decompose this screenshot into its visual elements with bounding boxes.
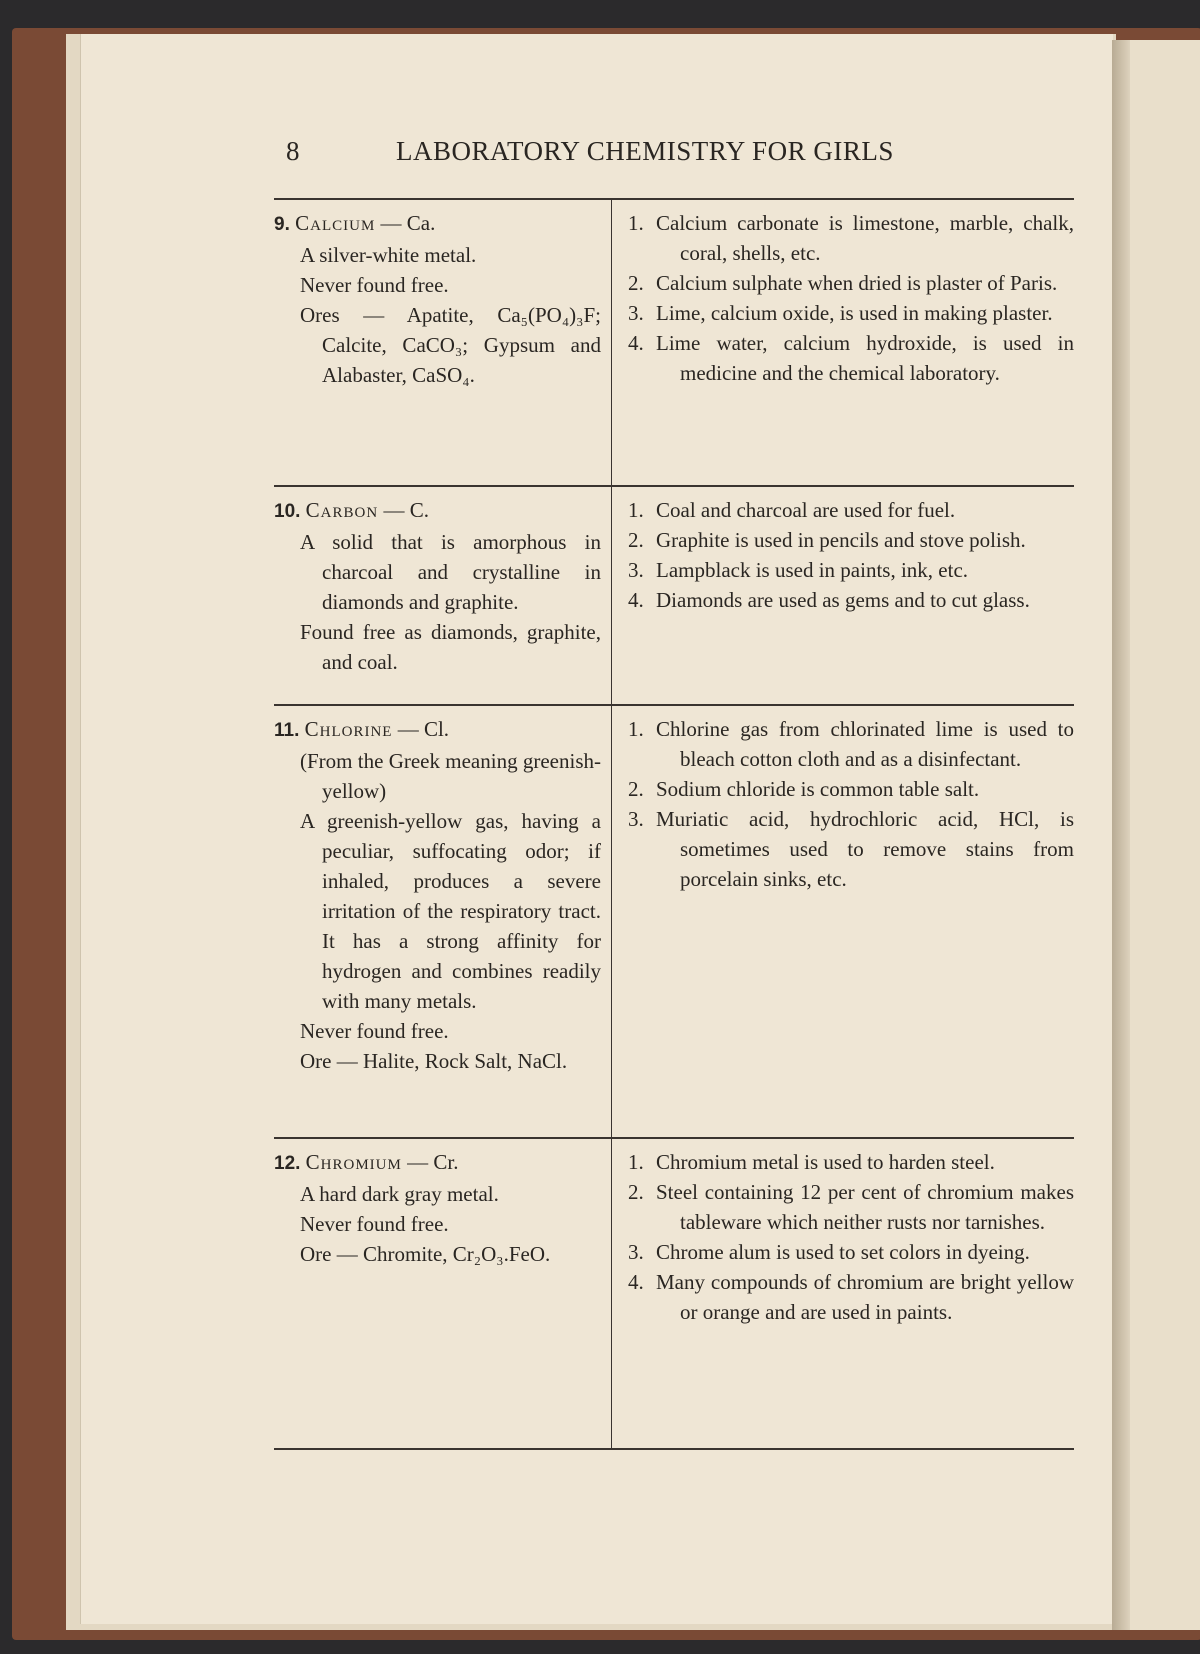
- use-number: 2.: [628, 777, 644, 801]
- use-number: 2.: [628, 1180, 644, 1204]
- use-text: Lime, calcium oxide, is used in making plaster.: [656, 301, 1053, 325]
- description-line: A solid that is amorphous in charcoal and crystalline in diamonds and graphite.: [300, 530, 601, 614]
- use-item: [628, 1177, 1074, 1237]
- use-number: 3.: [628, 807, 644, 831]
- element-description: [274, 706, 612, 1137]
- description-line: Ore — Chromite, Cr₂O₃.FeO.: [300, 1242, 551, 1266]
- element-number: 12.: [274, 1153, 301, 1174]
- use-number: 2.: [628, 271, 644, 295]
- element-description: [274, 487, 612, 704]
- description-line: Found free as diamonds, graphite, and coal.: [300, 620, 601, 674]
- use-number: 1.: [628, 717, 644, 741]
- element-heading: [274, 714, 601, 746]
- use-item: [628, 1267, 1074, 1327]
- use-item: [628, 298, 1074, 328]
- element-uses: [612, 706, 1074, 1137]
- element-uses: [612, 200, 1074, 485]
- use-text: Chlorine gas from chlorinated lime is used to bleach cotton cloth and as a disinfectant.: [656, 717, 1074, 771]
- element-row: [274, 704, 1074, 1137]
- use-text: Chromium metal is used to harden steel.: [656, 1150, 995, 1174]
- use-number: 3.: [628, 1240, 644, 1264]
- use-text: Calcium carbonate is limestone, marble, chalk, coral, shells, etc.: [656, 211, 1074, 265]
- elements-table: [274, 198, 1074, 1450]
- use-item: [628, 1237, 1074, 1267]
- description-line: Never found free.: [300, 273, 449, 297]
- description-line: A hard dark gray metal.: [300, 1182, 499, 1206]
- use-text: Chrome alum is used to set colors in dyeing.: [656, 1240, 1030, 1264]
- element-row: [274, 485, 1074, 704]
- element-uses: [612, 487, 1074, 704]
- element-name: Carbon: [305, 498, 379, 522]
- element-symbol: — Cl.: [397, 717, 450, 741]
- use-item: [628, 495, 1074, 525]
- use-item: [628, 268, 1074, 298]
- use-number: 3.: [628, 558, 644, 582]
- use-item: [628, 555, 1074, 585]
- element-name: Chromium: [305, 1150, 402, 1174]
- use-item: [628, 804, 1074, 894]
- element-description: [274, 200, 612, 485]
- element-symbol: — C.: [383, 498, 429, 522]
- use-item: [628, 714, 1074, 774]
- use-number: 4.: [628, 1270, 644, 1294]
- use-number: 4.: [628, 331, 644, 355]
- use-text: Steel containing 12 per cent of chromium makes tableware which neither rusts nor tarnishes.: [656, 1180, 1074, 1234]
- element-row: [274, 198, 1074, 485]
- use-number: 3.: [628, 301, 644, 325]
- use-item: [628, 585, 1074, 615]
- description-line: Never found free.: [300, 1019, 449, 1043]
- use-text: Diamonds are used as gems and to cut glass.: [656, 588, 1030, 612]
- element-description: [274, 1139, 612, 1448]
- use-number: 4.: [628, 588, 644, 612]
- description-line: (From the Greek meaning greenish-yellow): [300, 749, 601, 803]
- page-number: 8: [286, 136, 300, 166]
- use-item: [628, 525, 1074, 555]
- use-text: Graphite is used in pencils and stove polish.: [656, 528, 1026, 552]
- element-symbol: — Ca.: [380, 211, 436, 235]
- description-line: Ore — Halite, Rock Salt, NaCl.: [300, 1049, 568, 1073]
- element-symbol: — Cr.: [407, 1150, 459, 1174]
- use-item: [628, 328, 1074, 388]
- description-line: Ores — Apatite, Ca₅(PO₄)₃F; Calcite, CaCO₃; Gypsum and Alabaster, CaSO₄.: [300, 303, 601, 387]
- element-heading: [274, 495, 601, 527]
- use-text: Lime water, calcium hydroxide, is used in medicine and the chemical laboratory.: [656, 331, 1074, 385]
- element-uses: [612, 1139, 1074, 1448]
- use-number: 1.: [628, 498, 644, 522]
- use-item: [628, 208, 1074, 268]
- use-item: [628, 1147, 1074, 1177]
- use-text: Many compounds of chromium are bright yellow or orange and are used in paints.: [656, 1270, 1074, 1324]
- element-heading: [274, 208, 601, 240]
- use-number: 1.: [628, 211, 644, 235]
- element-number: 11.: [274, 720, 300, 741]
- use-number: 1.: [628, 1150, 644, 1174]
- book-gutter: [1112, 40, 1130, 1630]
- use-text: Muriatic acid, hydrochloric acid, HCl, is sometimes used to remove stains from porcelain sinks, etc.: [656, 807, 1074, 891]
- description-line: A greenish-yellow gas, having a peculiar, suffocating odor; if inhaled, produces a severe irritation of the respiratory tract. It has a strong affinity for hydrogen and combines readily with many metals.: [300, 809, 601, 1013]
- description-line: Never found free.: [300, 1212, 449, 1236]
- element-name: Calcium: [295, 211, 376, 235]
- element-number: 10.: [274, 501, 301, 522]
- element-name: Chlorine: [304, 717, 393, 741]
- book-title: LABORATORY CHEMISTRY FOR GIRLS: [396, 136, 894, 166]
- element-heading: [274, 1147, 601, 1179]
- element-number: 9.: [274, 214, 290, 235]
- use-item: [628, 774, 1074, 804]
- use-text: Coal and charcoal are used for fuel.: [656, 498, 956, 522]
- description-line: A silver-white metal.: [300, 243, 477, 267]
- running-header: [286, 136, 966, 167]
- element-row: [274, 1137, 1074, 1450]
- use-text: Sodium chloride is common table salt.: [656, 777, 980, 801]
- use-number: 2.: [628, 528, 644, 552]
- use-text: Lampblack is used in paints, ink, etc.: [656, 558, 969, 582]
- use-text: Calcium sulphate when dried is plaster of Paris.: [656, 271, 1058, 295]
